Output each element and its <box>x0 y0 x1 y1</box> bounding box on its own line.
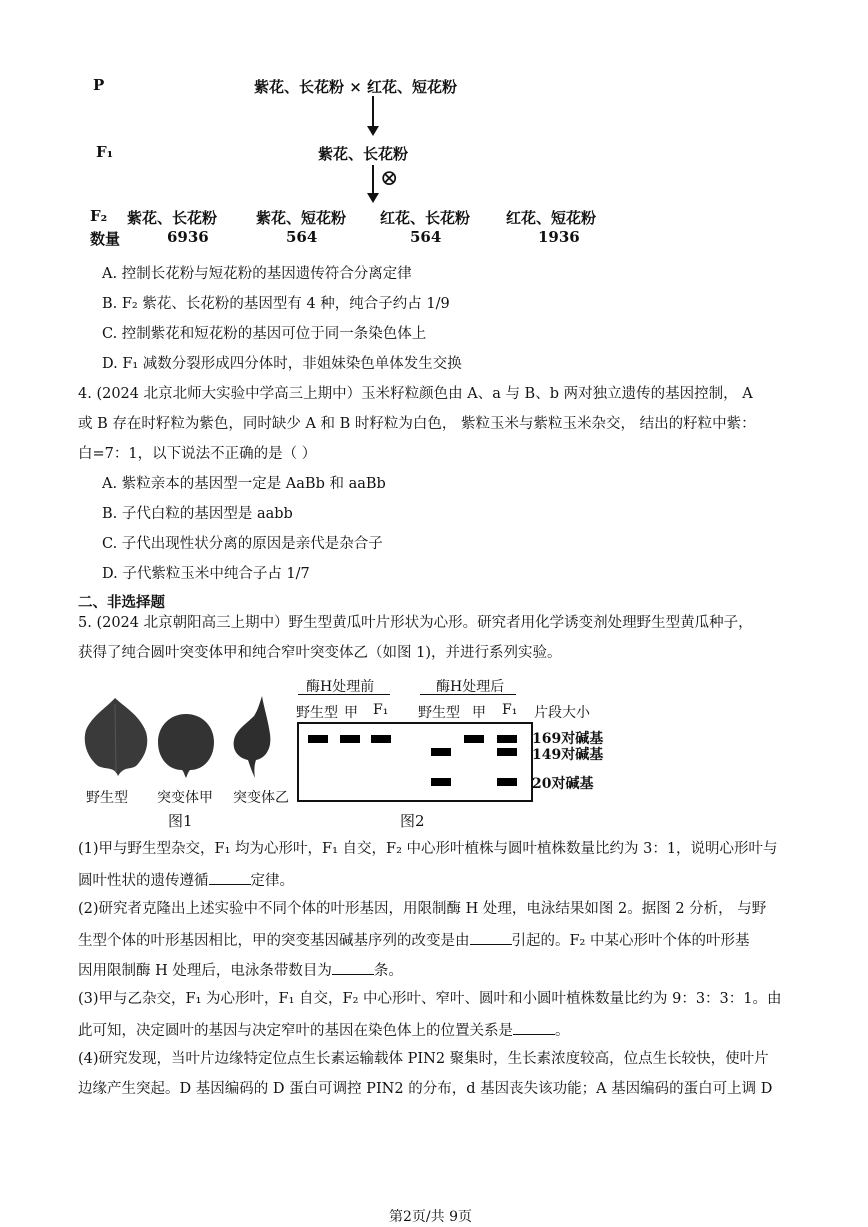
answer-blank[interactable] <box>513 1020 555 1035</box>
q5-part4-line: 边缘产生突起。D 基因编码的 D 蛋白可调控 PIN2 的分布，d 基因丧失该功能；A 基因编码的蛋白可上调 D <box>78 1081 773 1097</box>
fig1-label-mutant-jia: 突变体甲 <box>157 790 213 806</box>
mutant-yi-leaf-image <box>228 694 276 780</box>
wild-type-leaf-image <box>80 694 150 778</box>
q4-stem-line: 4. (2024 北京北师大实验中学高三上期中）玉米籽粒颜色由 A、a 与 B、b 两对独立遗传的基因控制， A <box>78 386 753 402</box>
f2-phenotype: 红花、长花粉 <box>380 209 471 227</box>
self-cross-symbol: ⊗ <box>380 166 399 191</box>
q5-stem-line: 获得了纯合圆叶突变体甲和纯合窄叶突变体乙（如图 1)，并进行系列实验。 <box>78 645 562 661</box>
lane-label: 甲 <box>472 705 486 721</box>
q5-part2-text: 引起的。F₂ 中某心形叶个体的叶形基 <box>511 933 750 949</box>
lane-label: 野生型 <box>296 705 338 721</box>
gel-band <box>497 735 517 743</box>
q5-part3-line: (3)甲与乙杂交，F₁ 为心形叶，F₁ 自交，F₂ 中心形叶、窄叶、圆叶和小圆叶植株数量比约为 9：3：3：1。由 <box>78 991 782 1007</box>
f2-phenotype: 紫花、长花粉 <box>127 209 218 227</box>
size-label: 149对碱基 <box>532 747 604 763</box>
mutant-jia-leaf-image <box>154 710 218 778</box>
lane-label: 甲 <box>344 705 358 721</box>
q3-option-d: D. F₁ 减数分裂形成四分体时，非姐妹染色单体发生交换 <box>102 356 462 372</box>
lane-label: F₁ <box>502 702 518 718</box>
answer-blank[interactable] <box>470 930 512 945</box>
q5-stem-line: 5. (2024 北京朝阳高三上期中）野生型黄瓜叶片形状为心形。研究者用化学诱变剂处理野生型黄瓜种子， <box>78 615 753 631</box>
size-label: 20对碱基 <box>532 776 594 792</box>
gel-band <box>431 778 451 786</box>
q3-option-a: A. 控制长花粉与短花粉的基因遗传符合分离定律 <box>102 266 412 282</box>
p-generation-label: P <box>93 76 105 94</box>
q4-option-a: A. 紫粒亲本的基因型一定是 AaBb 和 aaBb <box>102 476 386 492</box>
lane-label: 野生型 <box>418 705 460 721</box>
group-underline <box>420 694 516 695</box>
gel-band <box>371 735 391 743</box>
section-heading: 二、非选择题 <box>78 594 165 611</box>
q5-part2-text: 因用限制酶 H 处理后，电泳条带数目为 <box>78 963 332 979</box>
q5-part4-line: (4)研究发现，当叶片边缘特定位点生长素运输载体 PIN2 聚集时，生长素浓度较高，位点生长较快，使叶片 <box>78 1051 769 1067</box>
q5-part1-text: 定律。 <box>250 873 294 889</box>
f2-count: 564 <box>286 228 318 246</box>
size-header: 片段大小 <box>534 705 590 721</box>
q5-part2-text: 条。 <box>373 963 403 979</box>
f2-generation-label: F₂ <box>90 207 108 225</box>
fig1-label-wild-type: 野生型 <box>86 790 128 806</box>
down-arrow-icon <box>362 96 384 138</box>
fig1-label-mutant-yi: 突变体乙 <box>233 790 289 806</box>
q5-part2-line <box>78 930 793 950</box>
gel-band <box>497 778 517 786</box>
f2-count: 564 <box>410 228 442 246</box>
gel-band <box>464 735 484 743</box>
q5-part1-text: 圆叶性状的遗传遵循 <box>78 873 209 889</box>
group-underline <box>298 694 390 695</box>
q4-option-b: B. 子代白粒的基因型是 aabb <box>102 506 293 522</box>
q5-part3-line <box>78 1020 793 1040</box>
q3-option-b: B. F₂ 紫花、长花粉的基因型有 4 种，纯合子约占 1/9 <box>102 296 450 312</box>
f2-phenotype: 红花、短花粉 <box>506 209 597 227</box>
q5-part1-line: (1)甲与野生型杂交，F₁ 均为心形叶，F₁ 自交，F₂ 中心形叶植株与圆叶植株数量比约为 3：1，说明心形叶与 <box>78 841 778 857</box>
q4-option-d: D. 子代紫粒玉米中纯合子占 1/7 <box>102 566 310 582</box>
fig2-group-before: 酶H处理前 <box>306 679 375 695</box>
gel-band <box>308 735 328 743</box>
q5-part2-line <box>78 960 793 980</box>
answer-blank[interactable] <box>209 870 251 885</box>
q5-part2-text: 生型个体的叶形基因相比，甲的突变基因碱基序列的改变是由 <box>78 933 470 949</box>
q5-part2-line: (2)研究者克隆出上述实验中不同个体的叶形基因，用限制酶 H 处理，电泳结果如图 2。据图 2 分析， 与野 <box>78 901 767 917</box>
count-label: 数量 <box>90 230 121 248</box>
fig2-group-after: 酶H处理后 <box>436 679 505 695</box>
q5-part3-text: 此可知，决定圆叶的基因与决定窄叶的基因在染色体上的位置关系是 <box>78 1023 513 1039</box>
lane-label: F₁ <box>373 702 389 718</box>
answer-blank[interactable] <box>332 960 374 975</box>
q4-stem-line: 白=7：1，以下说法不正确的是（ ） <box>78 446 317 462</box>
f1-generation-label: F₁ <box>96 143 114 161</box>
q4-stem-line: 或 B 存在时籽粒为紫色，同时缺少 A 和 B 时籽粒为白色， 紫粒玉米与紫粒玉米杂交， 结出的籽粒中紫： <box>78 416 756 432</box>
fig1-caption: 图1 <box>168 812 193 830</box>
gel-band <box>497 748 517 756</box>
size-label: 169对碱基 <box>532 731 604 747</box>
q5-part1-line <box>78 870 793 890</box>
gel-band <box>431 748 451 756</box>
f2-count: 1936 <box>538 228 580 246</box>
fig2-caption: 图2 <box>400 812 425 830</box>
q4-option-c: C. 子代出现性状分离的原因是亲代是杂合子 <box>102 536 383 552</box>
page-footer: 第2页/共 9页 <box>389 1209 472 1225</box>
gel-band <box>340 735 360 743</box>
f2-count: 6936 <box>167 228 209 246</box>
gel-box <box>297 722 533 802</box>
q3-option-c: C. 控制紫花和短花粉的基因可位于同一条染色体上 <box>102 326 427 342</box>
p-generation-cross: 紫花、长花粉 × 红花、短花粉 <box>254 78 458 96</box>
f1-generation-phenotype: 紫花、长花粉 <box>318 145 409 163</box>
f2-phenotype: 紫花、短花粉 <box>256 209 347 227</box>
q5-part3-text: 。 <box>555 1023 570 1039</box>
